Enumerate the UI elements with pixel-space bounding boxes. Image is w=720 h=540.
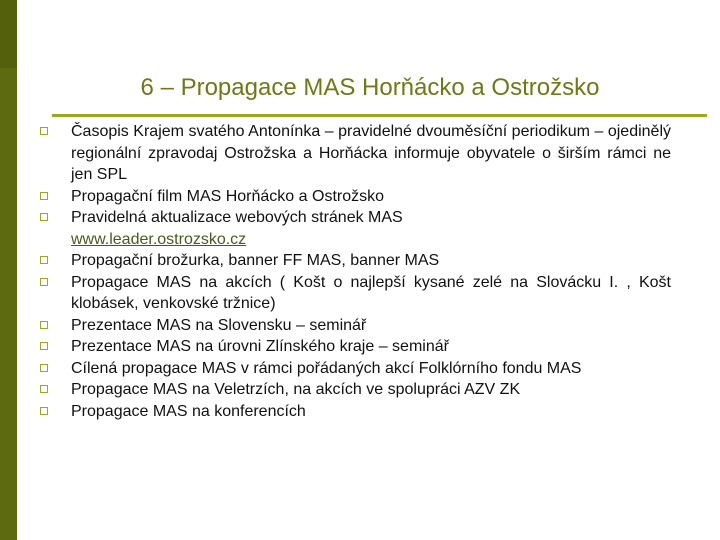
bullet-text: Propagace MAS na Veletrzích, na akcích ve spolupráci AZV ZK	[71, 381, 521, 398]
bullet-item-brozurka	[40, 250, 671, 272]
bullet-item-zlinsky-kraj	[40, 336, 671, 358]
bullet-list	[40, 121, 671, 422]
bullet-item-casopis	[40, 121, 671, 186]
square-bullet-icon	[40, 342, 48, 350]
bullet-text: Pravidelná aktualizace webových stránek MAS	[71, 209, 403, 226]
bullet-text: Propagace MAS na akcích ( Košt o najlepší kysané zelé na Slovácku I. , Košt klobásek, venkovské tržnice)	[71, 273, 671, 312]
square-bullet-icon	[40, 127, 48, 135]
bullet-text: Propagace MAS na konferencích	[71, 402, 306, 420]
square-bullet-icon	[40, 321, 48, 329]
website-link[interactable]: www.leader.ostrozsko.cz	[71, 230, 247, 248]
bullet-item-slovensko	[40, 315, 671, 337]
bullet-text: Propagační film MAS Horňácko a Ostrožsko	[71, 187, 385, 205]
square-bullet-icon	[40, 364, 48, 372]
bullet-item-film	[40, 186, 671, 208]
square-bullet-icon	[40, 256, 48, 264]
square-bullet-icon	[40, 278, 48, 286]
title-underline	[52, 114, 707, 117]
bullet-text: Propagační brožurka, banner FF MAS, banner MAS	[71, 252, 440, 269]
square-bullet-icon	[40, 213, 48, 221]
sidebar-strip	[0, 0, 17, 540]
square-bullet-icon	[40, 407, 48, 415]
slide-title: 6 – Propagace MAS Horňácko a Ostrožsko	[140, 74, 600, 101]
square-bullet-icon	[40, 192, 48, 200]
bullet-item-folklorni-fond	[40, 358, 671, 380]
bullet-text: Cílená propagace MAS v rámci pořádaných akcí Folklórního fondu MAS	[71, 359, 582, 377]
sidebar-strip-top	[0, 0, 17, 68]
bullet-item-akce	[40, 272, 671, 315]
bullet-item-veletrhy	[40, 379, 671, 401]
bullet-text: Prezentace MAS na úrovni Zlínského kraje – seminář	[71, 338, 449, 355]
bullet-text: Časopis Krajem svatého Antonínka – pravidelné dvouměsíční periodikum – ojedinělý regionální zpravodaj Ostrožska a Horňácka informuje obyvatele o širším rámci ne jen SPL	[71, 123, 671, 183]
bullet-text: Prezentace MAS na Slovensku – seminář	[71, 316, 367, 334]
square-bullet-icon	[40, 385, 48, 393]
bullet-item-konference	[40, 401, 671, 423]
bullet-item-web	[40, 207, 671, 250]
